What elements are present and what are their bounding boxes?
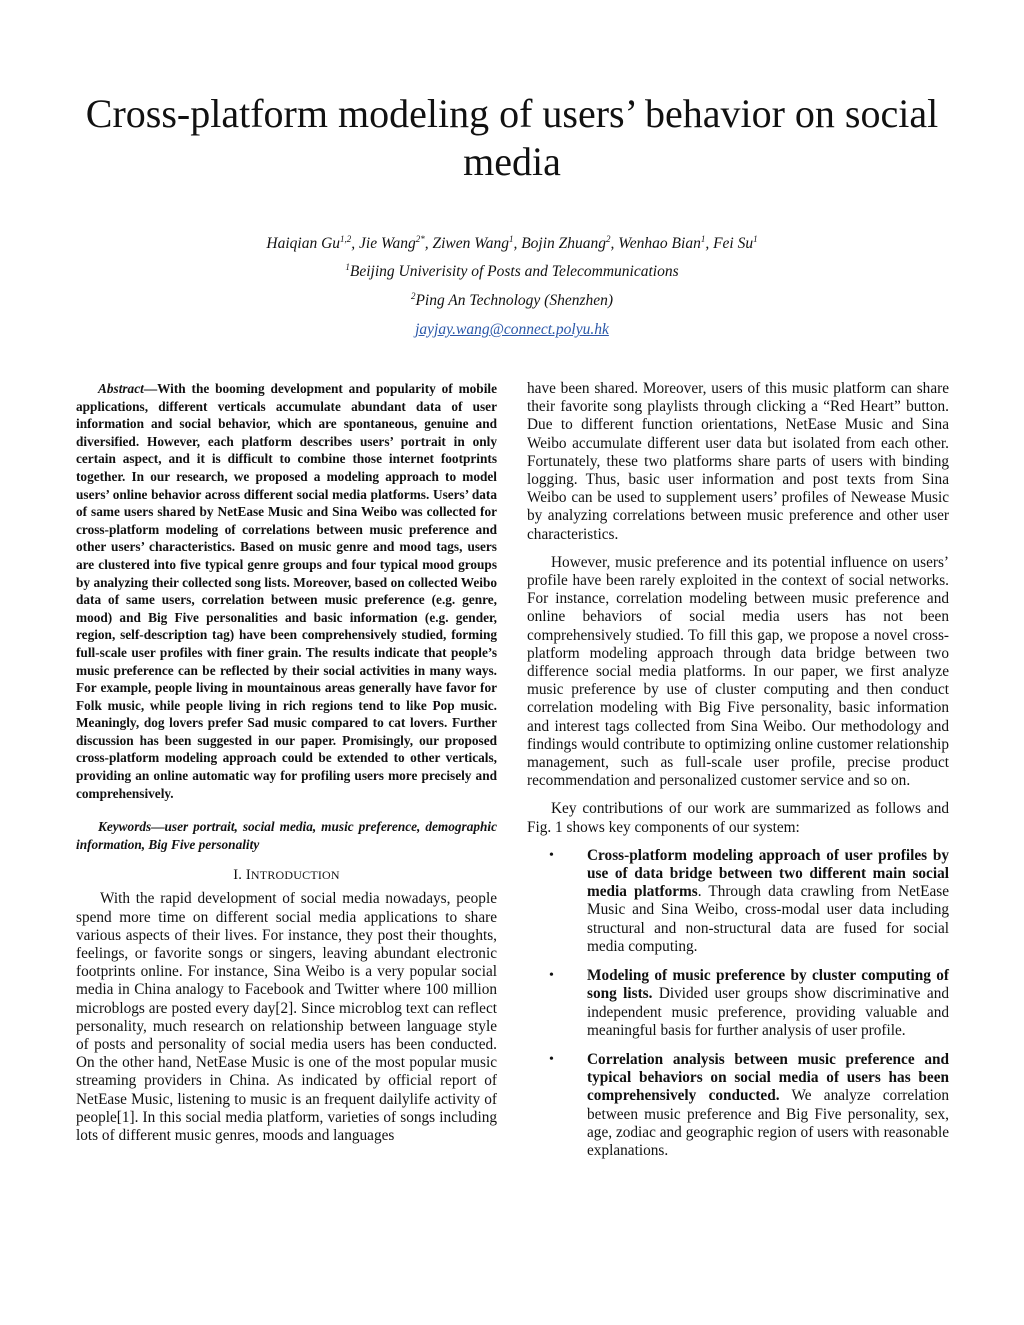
list-item: • Modeling of music preference by cluster computing of song lists. Divided user groups show discriminative and independent music preference, providing valuable and meaningful basis for further analysis of user profile. xyxy=(549,967,950,1039)
keywords-lead: Keywords— xyxy=(98,819,165,835)
intro-paragraph-3: Key contributions of our work are summarized as follows and Fig. 1 shows key components of our system: xyxy=(527,800,949,836)
abstract-lead: Abstract xyxy=(98,381,144,396)
email-link[interactable]: jayjay.wang@connect.polyu.hk xyxy=(415,321,609,338)
abstract-dash: — xyxy=(143,381,158,396)
email-line xyxy=(100,320,924,340)
author: Ziwen Wang$^1$, xyxy=(432,233,522,252)
author: Haiqian Gu$^{1,2}$, xyxy=(266,233,360,252)
keywords xyxy=(76,818,497,853)
abstract-text: With the booming development and popularity of mobile applications, different verticals accumulate abundant data of user information and social behavior, which are spontaneous, genuine and diversified. However, each platform describes users’ portrait in only certain aspect, and it is difficult to combine those internet footprints together. In our research, we proposed a modeling approach to model users’ online behavior across different social media platforms. Users’ data of same users shared by NetEase Music and Sina Weibo was collected for cross-platform modeling of correlations between music preference and other users’ characteristics. Based on music genre and mood tags, users are clustered into five typical genre groups and four typical mood groups by analyzing their collected song lists. Moreover, based on collected Weibo data of same users, correlation between music preference (e.g. genre, mood) and Big Five personalities and basic information (e.g. gender, region, self-description tag) have been comprehensively studied, forming full-scale user profiles with finer grain. The results indicate that people’s music preference can be reflected by their social activities in many ways. For example, people living in mountainous areas generally have favor for Folk music, while people living in rich regions tend to like Pop music. Meaningly, dog lovers prefer Sad music compared to cat lovers. Further discussion has been suggested in our paper. Promisingly, our proposed cross-platform modeling approach could be extended to other verticals, providing an online automatic way for profiling users more precisely and comprehensively. xyxy=(76,381,497,801)
right-column xyxy=(527,380,949,1171)
list-item: • Cross-platform modeling approach of user profiles by use of data bridge between two different main social media platforms. Through data crawling from NetEase Music and Sina Weibo, cross-modal user data including structural and non-structural data are fused for social media computing. xyxy=(549,846,949,955)
bullet-icon: • xyxy=(549,847,554,863)
bullet-icon: • xyxy=(549,968,554,984)
author: Bojin Zhuang$^2$, xyxy=(521,233,619,252)
section-heading-introduction: I. INTRODUCTION xyxy=(233,867,340,884)
contributions-list xyxy=(527,847,949,1160)
paper-title: Cross-platform modeling of users’ behavior on social media xyxy=(85,91,939,184)
intro-paragraph-1: With the rapid development of social media nowadays, people spend more time on different social media applications to share various aspects of their lives. For instance, they post their thoughts, feelings, or favorite songs or singers, leaving abundant electronic footprints online. For instance, Sina Weibo is a very popular social media in China analogy to Facebook and Twitter where 100 million microblogs are posted every day[2]. Since microblog text can reflect personality, much research on relationship between language style of posts and personality of social media users has been conducted. On the other hand, NetEase Music is one of the most popular music streaming providers in China. As indicated by official report of NetEase Music, listening to music is an frequent dailylife activity of people[1]. In this social media platform, varieties of songs including lots of different music genres, moods and languages xyxy=(76,890,497,1145)
intro-paragraph-1-continued: have been shared. Moreover, users of this music platform can share their favorite song playlists through clicking a “Red Heart” button. Due to different function orientations, NetEase Music and Sina Weibo accumulate different user data but isolated from each other. Fortunately, these two platforms share parts of users with binding logging. Thus, basic user information and post texts from Sina Weibo can be used to supplement users’ profiles of Newease Music by analyzing correlations between music preference and other user characteristics. xyxy=(527,380,949,543)
author: Wenhao Bian$^1$, xyxy=(618,233,714,252)
left-column xyxy=(76,380,497,1145)
keywords-text: user portrait, social media, music preference, demographic information, Big Five personality xyxy=(76,819,497,852)
author-list xyxy=(100,234,924,254)
abstract xyxy=(76,380,497,802)
affiliation-1: $^1$Beijing Univerisity of Posts and Telecommunications xyxy=(345,261,679,280)
list-item: • Correlation analysis between music preference and typical behaviors on social media of users has been comprehensively conducted. We analyze correlation between music preference and Big Five personality, sex, age, zodiac and geographic region of users with reasonable explanations. xyxy=(549,1050,950,1159)
author: Fei Su$^1$ xyxy=(713,233,758,252)
intro-paragraph-2: However, music preference and its potential influence on users’ profile have been rarely exploited in the context of social networks. For instance, correlation modeling between music preference and online behaviors of social media users has not been comprehensively studied. To fill this gap, we propose a novel cross-platform modeling approach through data bridge between two difference social media platforms. In our paper, we first analyze music preference by use of cluster computing and then conduct correlation modeling with Big Five personality, basic information and interest tags collected from Sina Weibo. Our methodology and findings would contribute to optimizing online customer relationship management, such as full-scale user profile, precise product recommendation and personalized customer service and so on. xyxy=(527,553,949,790)
bullet-icon: • xyxy=(549,1051,554,1067)
affiliation-2: $^2$Ping An Technology (Shenzhen) xyxy=(410,290,614,309)
author: Jie Wang$^{2*}$, xyxy=(359,233,433,252)
